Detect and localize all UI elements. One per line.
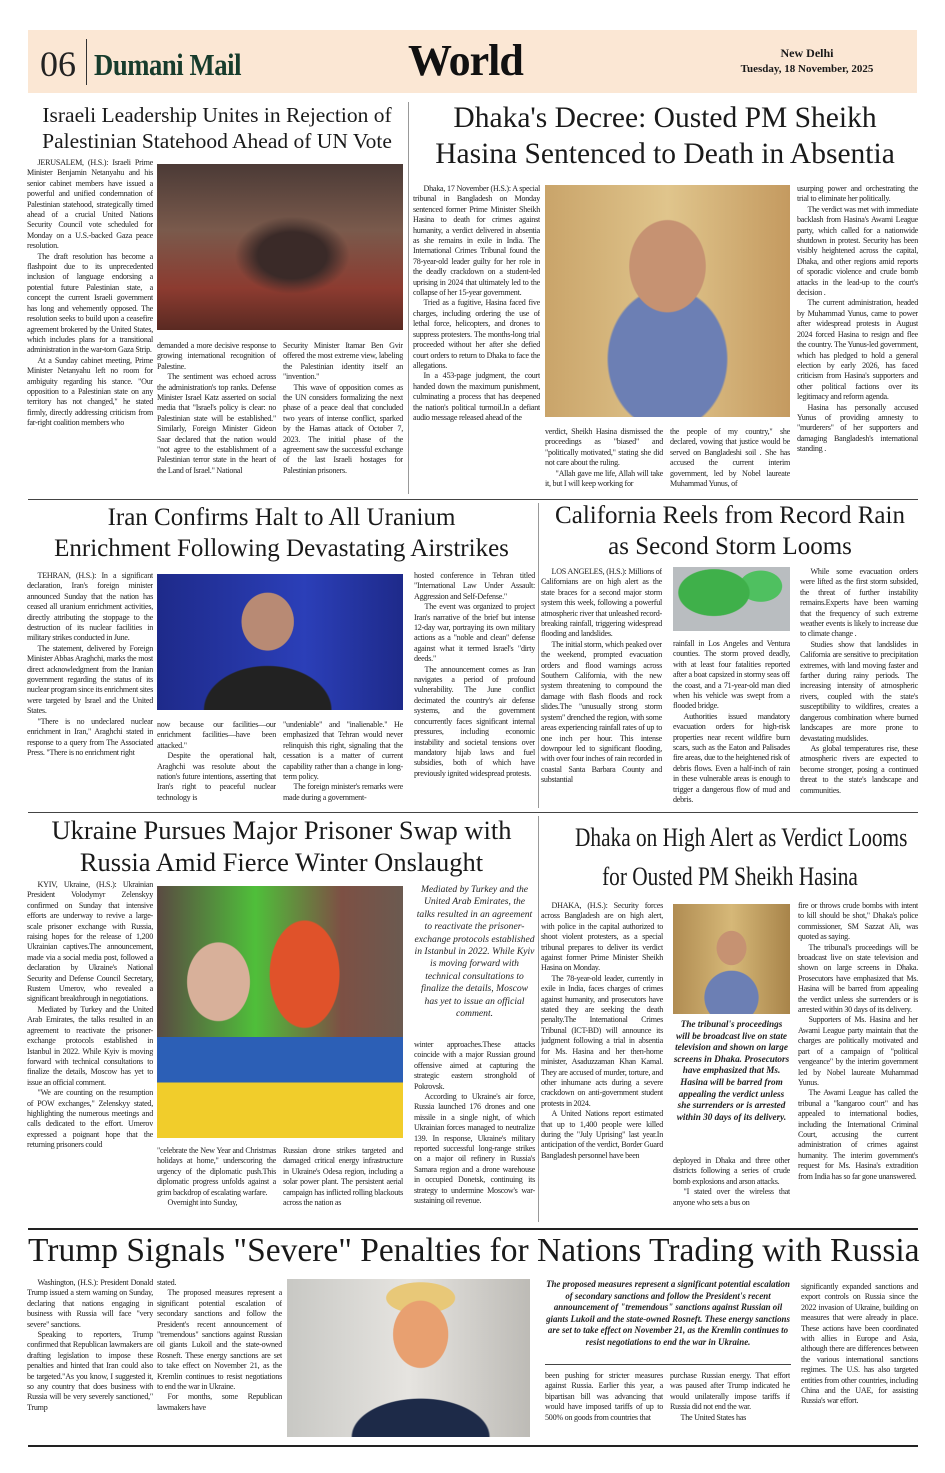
headline-dhaka-verdict [412,101,918,173]
article-paragraph: demanded a more decisive response to growing international recognition of Palestine. [157,341,276,371]
headline-line: Dhaka's Decree: Ousted PM Sheikh [453,102,877,134]
pull-quote: The proposed measures represent a significant potential escalation of secondary sanctions and follow the President's recent announcement of "tremendous" sanctions against Russian oil giants Lukoil and the state-owned Rosneft. These energy sanctions are set to take effect on November 21, as the Kremlin continues to resist negotiations to end the war in Ukraine. [546,1279,790,1347]
dateline-city: New Delhi [780,46,834,60]
paper-name: Dumani Mail [94,47,242,82]
article-paragraph: DHAKA, (H.S.): Security forces across Bangladesh are on high alert, with police in the capital authorized to shoot violent protesters, as a special tribunal prepares to deliver its verdict against former Prime Minister Sheikh Hasina on Monday. [541,901,663,973]
headline-line: Dhaka on High Alert as Verdict Looms [575,823,908,852]
article-paragraph: "undeniable" and "inalienable." He emphasized that Tehran would never relinquish this right, signaling that the cessation is a matter of current capability rather than a change in long-term policy. [283,720,403,782]
weather-map-california [673,567,790,631]
article-column [414,1040,535,1222]
article-column [27,1278,153,1440]
article-paragraph: "There is no undeclared nuclear enrichment in Iran," Araghchi stated in response to a query from The Associated Press. "There is no enrichment right [27,716,153,757]
article-paragraph: The draft resolution has become a flashpoint due to its unprecedented inclusion of language endorsing a potential future Palestinian state, a concept the current Israeli government has long and vehemently opposed. The resolution seeks to build upon a ceasefire agreement brokered by the United States, which includes plans for a transitional administration in the war-torn Gaza Strip. [27,251,153,355]
article-paragraph: TEHRAN, (H.S.): In a significant declaration, Iran's foreign minister announced Sunday that the nation has ceased all uranium enrichment activities, directly attributing the stoppage to the destruction of its nuclear facilities in military strikes conducted in June. [27,571,153,643]
pull-quote: Mediated by Turkey and the United Arab Emirates, the talks resulted in an agreement to reactivate the prisoner-exchange protocols established in Istanbul in 2022. While Kyiv is moving forward with technical consultations to finalize the details, Moscow has yet to issue an official comment. [414,884,535,1020]
article-paragraph: Authorities issued mandatory evacuation orders for high-risk properties near recent wildfire burn scars, such as the Eaton and Palisades fire areas, due to the heightened risk of debris flows. Even a half-inch of rain in these vulnerable areas is enough to trigger a dangerous flow of mud and debris. [673,711,790,805]
article-paragraph: significantly expanded sanctions and export controls on Russia since the 2022 invasion of Ukraine, building on measures that were already in place. These actions have been coordinated with allies in Europe and Asia, although there are differences between the various international sanctions regimes. The U.S. has also targeted entities from other countries, including China and the UAE, for assisting Russia's war effort. [801,1282,918,1406]
article-column [283,341,403,492]
article-paragraph: The initial storm, which peaked over the weekend, prompted evacuation orders and flood warnings across Southern California, with the new system threatening to compound the damage with flash floods and rock slides.The "unusually strong storm system" drenched the region, with some areas experiencing rainfall rates of up to one inch per hour. This intense downpour led to significant flooding, with over four inches of rain recorded in coastal Santa Barbara County and substantial [541,639,662,785]
headline-dhaka-alert [541,818,919,896]
article-column [673,639,790,807]
photo-sheikh-hasina-small [673,904,790,1014]
article-paragraph: rainfall in Los Angeles and Ventura counties. The storm proved deadly, with at least four fatalities reported after a boat capsized in stormy seas off the coast, and a 71-year-old man died when his vehicle was swept from a flooded bridge. [673,639,790,711]
article-paragraph: Tried as a fugitive, Hasina faced five charges, including ordering the use of lethal force, helicopters, and drones to suppress protesters. The months-long trial proceeded without her after she defied court orders to return to Dhaka to face the allegations. [413,298,540,370]
headline-line: Enrichment Following Devastating Airstrikes [54,534,509,562]
article-column [414,571,535,807]
article-paragraph: Washington, (H.S.): President Donald Trump issued a stern warning on Sunday, declaring that nations engaging in business with Russia will face "very severe" sanctions. [27,1278,153,1329]
article-column [541,901,663,1222]
column-divider [538,816,539,1222]
article-paragraph: the people of my country," she declared, vowing that justice would be served on Bangladeshi soil . She has accused the current interim government, led by Nobel laureate Muhammad Yunus, of [670,427,790,489]
article-paragraph: The verdict was met with immediate backlash from Hasina's Awami League party, which called for a nationwide shutdown in protest. Security has been visibly heightened across the capital, Dhaka, and other regions amid reports of sporadic violence and crude bomb attacks in the lead-up to the court's decision . [797,204,918,298]
article-paragraph: "celebrate the New Year and Christmas holidays at home," underscoring the urgency of the diplomatic push.This diplomatic progress unfolds against a grim backdrop of escalating warfare. [157,1146,276,1197]
article-paragraph: LOS ANGELES, (H.S.): Millions of Californians are on high alert as the state braces for a second major storm system this week, following a powerful atmospheric river that unleashed record-breaking rainfall, triggering widespread flooding and landslides. [541,567,662,639]
article-column [157,720,276,807]
article-paragraph: As global temperatures rise, these atmospheric rivers are expected to become stronger, posing a continued threat to the state's landscape and communities. [800,743,918,795]
article-paragraph: KYIV, Ukraine, (H.S.): Ukrainian President Volodymyr Zelenskyy confirmed on Sunday that intensive efforts are underway to revive a large-scale prisoner exchange with Russia, raising hopes for the release of 1,200 Ukrainian captives.The announcement, made via a social media post, followed a declaration by Ukraine's National Security and Defense Council Secretary, Rustem Umerov, who revealed a significant breakthrough in negotiations. [27,880,153,1004]
section-rule [28,499,918,500]
photo-netanyahu-cabinet [157,164,403,330]
article-paragraph: Studies show that landslides in California are sensitive to precipitation extremes, with land moving faster and farther during rainy periods. The increasing intensity of atmospheric rivers, coupled with the state's susceptibility to wildfires, creates a dangerous combination where burned landscapes are more prone to devastating mudslides. [800,639,918,743]
article-paragraph: This wave of opposition comes as the UN considers formalizing the next phase of a peace deal that concluded two years of intense conflict, sparked by the Hamas attack of October 7, 2023. The initial phase of the agreement saw the successful exchange of the last Israeli hostages for Palestinian prisoners. [283,382,403,475]
article-paragraph: Supporters of Ms. Hasina and her Awami League party maintain that the charges are politically motivated and part of a campaign of "political vengeance" by the interim government led by Nobel laureate Muhammad Yunus. [798,1015,918,1087]
article-paragraph: deployed in Dhaka and three other districts following a series of crude bomb explosions and arson attacks. [673,1156,790,1186]
headline-trump [28,1231,918,1272]
article-paragraph: fire or throws crude bombs with intent to kill should be shot," Dhaka's police commissioner, SM Sazzat Ali, was quoted as saying. [798,901,918,942]
masthead-divider [86,39,87,85]
article-column [283,720,403,807]
headline-california [541,501,919,562]
article-paragraph: The proposed measures represent a significant potential escalation of secondary sanctions and follow the President's recent announcement of "tremendous" sanctions against Russian oil giants Lukoil and the state-owned Rosneft. These energy sanctions are set to take effect on November 21, as the Kremlin continues to resist negotiations to end the war in Ukraine. [157,1288,282,1392]
article-paragraph: The announcement comes as Iran navigates a period of profound vulnerability. The June conflict decimated the country's air defense systems, and the government concurrently faces significant internal pressures, including economic instability and societal tensions over mandatory hijab laws and fuel subsidies, both of which have previously ignited widespread protests. [414,664,535,778]
headline-line: as Second Storm Looms [608,532,852,560]
article-paragraph: been pushing for stricter measures against Russia. Earlier this year, a bipartisan bill was advancing that would have imposed tariffs of up to 500% on goods from countries that [545,1371,663,1422]
article-column [545,1371,663,1440]
article-paragraph: Russian drone strikes targeted and damaged critical energy infrastructure in Ukraine's Odesa region, including a solar power plant. The persistent aerial campaign has inflicted rolling blackouts across the nation as [283,1146,403,1208]
section-rule [28,812,918,813]
article-column [157,1146,276,1222]
pull-quote-rule [545,1364,791,1365]
article-paragraph: usurping power and orchestrating the trial to eliminate her politically. [797,184,918,204]
article-column [797,184,918,492]
article-paragraph: verdict, Sheikh Hasina dismissed the proceedings as "biased" and "politically motivated," stating she did not care about the ruling. [545,427,663,468]
article-column [413,184,540,492]
headline-line: Palestinian Statehood Ahead of UN Vote [42,129,392,154]
article-column [27,571,153,807]
article-column [670,427,790,492]
article-paragraph: While some evacuation orders were lifted as the first storm subsided, the threat of further instability remains.Experts have been warning that the frequency of such extreme weather events is likely to increase due to climate change . [800,567,918,639]
article-paragraph: For months, some Republican lawmakers have [157,1392,282,1412]
article-paragraph: Mediated by Turkey and the United Arab Emirates, the talks resulted in an agreement to reactivate the prisoner-exchange protocols established in Istanbul in 2022. While Kyiv is moving forward with technical consultations to finalize the details, Moscow has yet to issue an official comment. [27,1004,153,1087]
photo-donald-trump [287,1279,530,1437]
column-divider [538,503,539,808]
article-paragraph: winter approaches.These attacks coincide with a major Russian ground offensive aimed at capturing the strategic eastern stronghold of Pokrovsk. [414,1040,535,1091]
article-column [541,567,662,807]
masthead [28,30,917,93]
pull-quote: The tribunal's proceedings will be broadcast live on state television and shown on large screens in Dhaka. Prosecutors have emphasized that Ms. Hasina will be barred from appealing the verdict unless she surrenders or is arrested within 30 days of its delivery. [673,1019,790,1122]
article-paragraph: "I stated over the wireless that anyone who sets a bus on [673,1187,790,1207]
article-column [283,1146,403,1222]
headline-ukraine [28,814,535,879]
article-paragraph: The foreign minister's remarks were made during a government- [283,782,403,802]
article-paragraph: stated. [157,1278,177,1287]
section-rule [28,1228,918,1230]
dateline-date: Tuesday, 18 November, 2025 [740,63,874,75]
article-column [673,1156,790,1222]
article-column [670,1371,790,1440]
headline-line: Ukraine Pursues Major Prisoner Swap with [51,815,512,845]
article-paragraph: The current administration, headed by Muhammad Yunus, came to power after widespread protests in August 2024 forced Hasina to resign and flee the country. The Yunus-led government, which has pledged to hold a general election by early 2026, has faced criticism from Hasina's supporters and other political factions over its legitimacy and reform agenda. [797,298,918,402]
article-paragraph: Hasina has personally accused Yunus of providing amnesty to "murderers" of her supporters and damaging Bangladesh's international standing . [797,402,918,454]
headline-iran [28,503,535,564]
article-paragraph: In a 453-page judgment, the court handed down the maximum punishment, culminating a process that has deepened the nation's political turmoil.In a defiant audio message released ahead of the [413,371,540,422]
article-paragraph: At a Sunday cabinet meeting, Prime Minister Netanyahu left no room for ambiguity regarding his stance. "Our opposition to a Palestinian state on any territory has not changed," he stated firmly, directly addressing criticism from far-right coalition members who [27,355,153,428]
article-paragraph: "We are counting on the resumption of POW exchanges," Zelenskyy stated, highlighting the numerous meetings and calls dedicated to the effort. Umerov expressed a poignant hope that the returning prisoners could [27,1088,153,1150]
headline-line: Iran Confirms Halt to All Uranium [107,504,456,531]
headline-line: Trump Signals "Severe" Penalties for Nations Trading with Russia [28,1232,920,1269]
article-paragraph: The 78-year-old leader, currently in exile in India, faces charges of crimes against humanity, and prosecutors have stated they are seeking the death penalty.The International Crimes Tribunal (ICT-BD) will announce its judgment following a trial in absentia for Ms. Hasina and her then-home minister, Asaduzzaman Khan Kamal. They are accused of murder, torture, and other inhumane acts during a severe crackdown on anti-government student protests in 2024. [541,973,663,1108]
article-paragraph: The tribunal's proceedings will be broadcast live on state television and shown on large screens in Dhaka. Prosecutors have emphasized that Ms. Hasina will be barred from appealing the verdict unless she surrenders or is arrested within 30 days of its delivery. [798,942,918,1015]
article-paragraph: Dhaka, 17 November (H.S.): A special tribunal in Bangladesh on Monday sentenced former Prime Minister Sheikh Hasina to death for crimes against humanity, a verdict delivered in absentia as she remains in exile in India. The International Crimes Tribunal found the 78-year-old leader guilty for her role in the deadly crackdown on a student-led uprising in 2024 that ultimately led to the collapse of her 15-year government. [413,184,540,298]
article-paragraph: The event was organized to project Iran's narrative of the brief but intense 12-day war, portraying its own military actions as a "noble and clean" defense against what it termed Israel's "dirty deeds." [414,602,535,664]
article-paragraph: Despite the operational halt, Araghchi was resolute about the nation's future intentions, asserting that Iran's right to peaceful nuclear technology is [157,751,276,802]
article-paragraph: The Awami League has called the tribunal a "kangaroo court" and has appealed to international bodies, including the International Criminal Court, accusing the current administration of crimes against humanity. The interim government's request for Ms. Hasina's extradition from India has so far gone unanswered. [798,1088,918,1181]
article-paragraph: The sentiment was echoed across the administration's top ranks. Defense Minister Israel Katz asserted on social media that "Israel's policy is clear: no Palestinian state will be established." Similarly, Foreign Minister Gideon Saar declared that the nation would "not agree to the establishment of a Palestinian terror state in the heart of the Land of Israel." National [157,372,276,475]
article-column [157,1278,282,1440]
column-divider [408,102,409,494]
article-paragraph: According to Ukraine's air force, Russia launched 176 drones and one missile in a single night, of which Ukrainian forces managed to neutralize 139. In response, Ukraine's military reported successful long-range strikes on a major oil refinery in Russia's Samara region and a drone warehouse in occupied Donetsk, continuing its strategy to undermine Moscow's war-sustaining oil revenue. [414,1092,535,1206]
article-column [800,567,918,807]
article-column [27,158,153,492]
page-number: 06 [40,44,76,84]
photo-prisoner-reunion [157,886,403,1138]
article-paragraph: hosted conference in Tehran titled "International Law Under Assault: Aggression and Self-Defense." [414,571,535,601]
photo-sheikh-hasina [545,185,790,417]
article-column [157,341,276,492]
article-paragraph: Overnight into Sunday, [167,1198,238,1208]
article-column [27,880,153,1222]
article-paragraph: "Allah gave me life, Allah will take it, but I will keep working for [545,468,663,489]
article-paragraph: The United States has [680,1412,747,1422]
headline-israel [28,102,406,154]
headline-line: California Reels from Record Rain [555,502,905,529]
headline-line: Russia Amid Fierce Winter Onslaught [79,847,484,878]
article-column [801,1282,918,1440]
article-paragraph: Security Minister Itamar Ben Gvir offered the most extreme view, labeling the Palestinian identity itself an "invention." [283,341,403,382]
article-paragraph: JERUSALEM, (H.S.): Israeli Prime Minister Benjamin Netanyahu and his senior cabinet members have issued a powerful and unified condemnation of Palestinian statehood, strategically timed ahead of a crucial United Nations Security Council vote scheduled for Monday on a U.S.-backed Gaza peace resolution. [27,158,153,251]
article-paragraph: Speaking to reporters, Trump confirmed that Republican lawmakers are drafting legislation to impose these penalties and hinted that Iran could also be targeted."As you know, I suggested it, so any country that does business with Russia will be very severely sanctioned," Trump [27,1330,153,1412]
headline-line: Hasina Sentenced to Death in Absentia [435,137,895,170]
section-title: World [408,36,523,85]
headline-line: for Ousted PM Sheikh Hasina [602,862,858,891]
article-paragraph: now because our facilities—our enrichment facilities—have been attacked." [157,720,276,750]
article-paragraph: A United Nations report estimated that up to 1,400 people were killed during the "July Uprising" last year.In anticipation of the verdict, Border Guard Bangladesh personnel have been [541,1109,663,1160]
headline-line: Israeli Leadership Unites in Rejection of [42,103,392,127]
photo-abbas-araghchi [157,574,403,710]
article-column [545,427,663,492]
article-paragraph: purchase Russian energy. That effort was paused after Trump indicated he would unilaterally impose tariffs if Russia did not end the war. [670,1371,790,1412]
page-bottom-rule [28,1445,918,1447]
article-column [798,901,918,1222]
article-paragraph: The statement, delivered by Foreign Minister Abbas Araghchi, marks the most direct acknowledgment from the Iranian government regarding the status of its nuclear program since its enrichment sites were targeted by Israel and the United States. [27,643,153,716]
